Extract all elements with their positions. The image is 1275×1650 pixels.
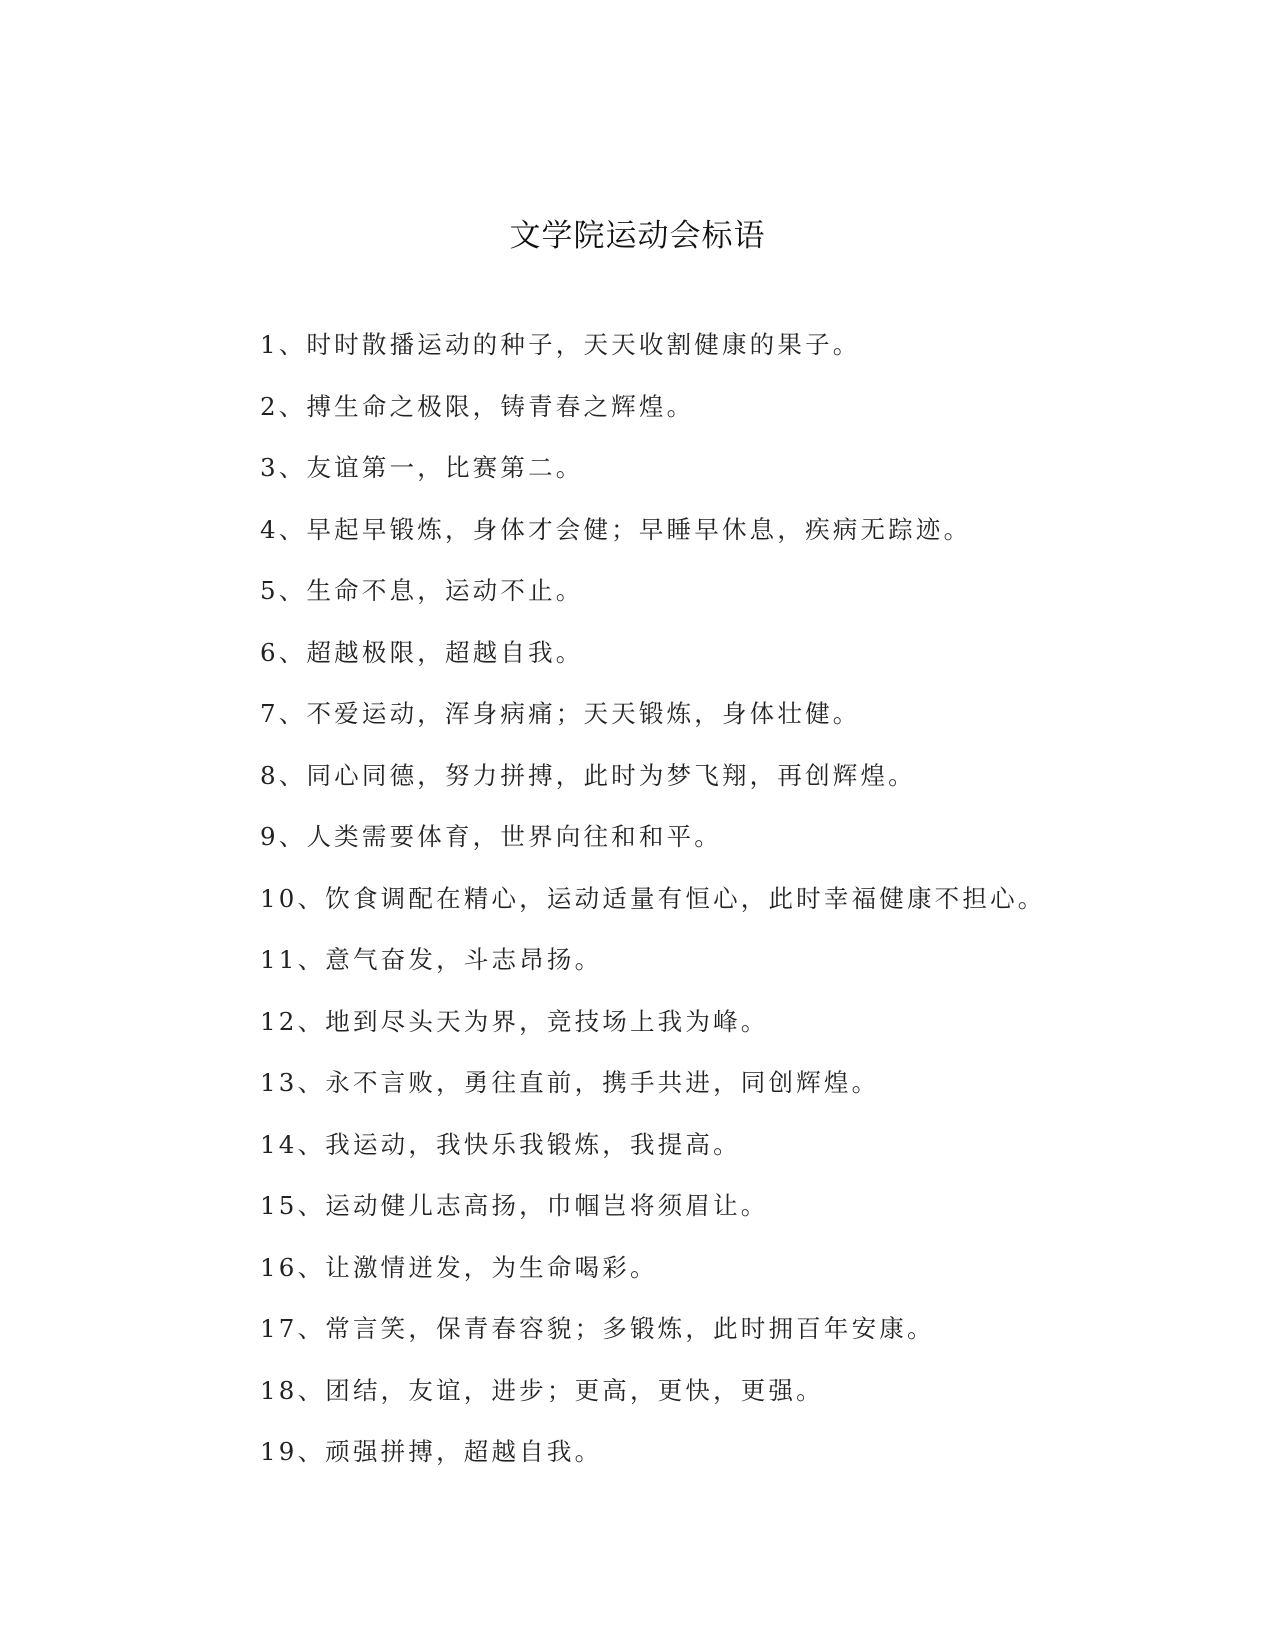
slogan-item: 1、时时散播运动的种子，天天收割健康的果子。 bbox=[260, 330, 861, 359]
slogan-item: 6、超越极限，超越自我。 bbox=[260, 637, 584, 667]
slogan-list bbox=[260, 330, 1045, 1499]
slogan-item: 16、让激情迸发，为生命喝彩。 bbox=[260, 1252, 658, 1282]
slogan-item: 12、地到尽头天为界，竞技场上我为峰。 bbox=[260, 1006, 769, 1036]
slogan-item: 19、顽强拼搏，超越自我。 bbox=[260, 1437, 603, 1466]
slogan-item: 10、饮食调配在精心，运动适量有恒心，此时幸福健康不担心。 bbox=[260, 883, 1046, 913]
slogan-item: 9、人类需要体育，世界向往和和平。 bbox=[260, 822, 722, 851]
page-title: 文学院运动会标语 bbox=[509, 218, 766, 254]
slogan-item: 3、友谊第一，比赛第二。 bbox=[260, 453, 584, 482]
slogan-item: 2、搏生命之极限，铸青春之辉煌。 bbox=[260, 391, 695, 421]
slogan-item: 11、意气奋发，斗志昂扬。 bbox=[260, 945, 603, 974]
slogan-item: 5、生命不息，运动不止。 bbox=[260, 576, 584, 605]
slogan-item: 17、常言笑，保青春容貌；多锻炼，此时拥百年安康。 bbox=[260, 1314, 935, 1343]
slogan-item: 15、运动健儿志高扬，巾帼岂将须眉让。 bbox=[260, 1191, 769, 1220]
slogan-item: 8、同心同德，努力拼搏，此时为梦飞翔，再创辉煌。 bbox=[260, 760, 916, 790]
slogan-item: 7、不爱运动，浑身病痛；天天锻炼，身体壮健。 bbox=[260, 699, 861, 728]
slogan-item: 4、早起早锻炼，身体才会健；早睡早休息，疾病无踪迹。 bbox=[260, 514, 972, 544]
slogan-item: 18、团结，友谊，进步；更高，更快，更强。 bbox=[260, 1375, 824, 1405]
slogan-item: 14、我运动，我快乐我锻炼，我提高。 bbox=[260, 1129, 741, 1159]
slogan-item: 13、永不言败，勇往直前，携手共进，同创辉煌。 bbox=[260, 1068, 880, 1097]
